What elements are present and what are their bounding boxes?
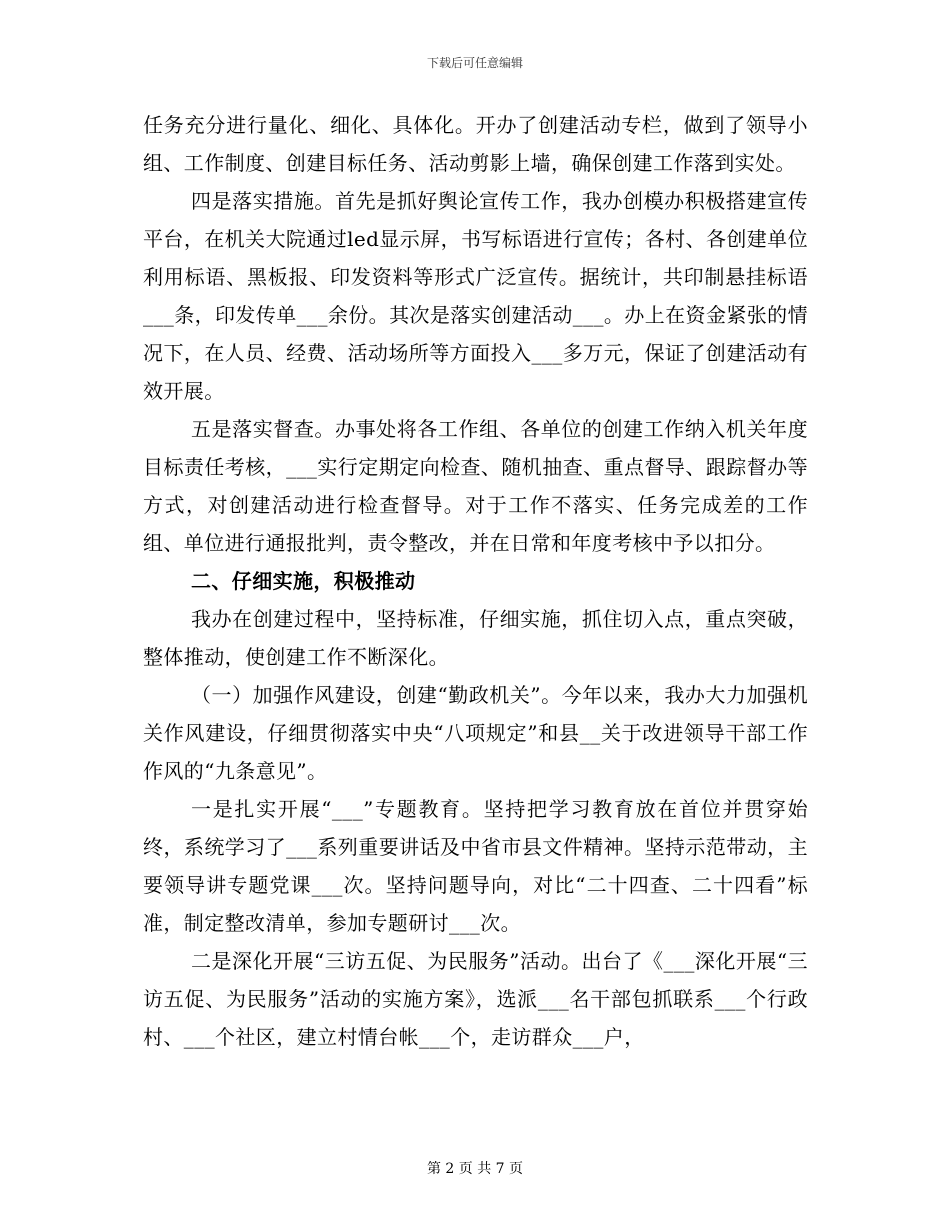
paragraph-measures: 四是落实措施。首先是抓好舆论宣传工作，我办创模办积极搭建宣传平台，在机关大院通过led显示屏，书写标语进行宣传；各村、各创建单位利用标语、黑板报、印发资料等形式广泛宣传。据统计，共印制悬挂标语___条，印发传单___余份。其次是落实创建活动___。办上在资金紧张的情况下，在人员、经费、活动场所等方面投入___多万元，保证了创建活动有效开展。 (143, 189, 808, 403)
section-heading: 二、仔细实施，积极推动 (191, 569, 416, 593)
document-body (143, 106, 808, 1056)
paragraph-service-activity: 二是深化开展“三访五促、为民服务”活动。出台了《___深化开展“三访五促、为民服务”活动的实施方案》，选派___名干部包抓联系___个行政村、___个社区，建立村情台帐___个，走访群众___户， (143, 949, 808, 1049)
paragraph-supervision: 五是落实督查。办事处将各工作组、各单位的创建工作纳入机关年度目标责任考核，___实行定期定向检查、随机抽查、重点督导、跟踪督办等方式，对创建活动进行检查督导。对于工作不落实、任务完成差的工作组、单位进行通报批判，责令整改，并在日常和年度考核中予以扣分。 (143, 417, 808, 555)
page-header: 下载后可任意编辑 (426, 56, 523, 70)
paragraph-work-style: （一）加强作风建设，创建“勤政机关”。今年以来，我办大力加强机关作风建设，仔细贯彻落实中央“八项规定”和县__关于改进领导干部工作作风的“九条意见”。 (143, 683, 808, 783)
paragraph-education: 一是扎实开展“___”专题教育。坚持把学习教育放在首位并贯穿始终，系统学习了___系列重要讲话及中省市县文件精神。坚持示范带动，主要领导讲专题党课___次。坚持问题导向，对比“二十四查、二十四看”标准，制定整改清单，参加专题研讨___次。 (143, 797, 808, 935)
paragraph-continuation: 任务充分进行量化、细化、具体化。开办了创建活动专栏，做到了领导小组、工作制度、创建目标任务、活动剪影上墙，确保创建工作落到实处。 (143, 113, 808, 175)
paragraph-intro: 我办在创建过程中，坚持标准，仔细实施，抓住切入点，重点突破，整体推动，使创建工作不断深化。 (143, 607, 808, 669)
page-footer: 第 2 页 共 7 页 (426, 1161, 524, 1177)
